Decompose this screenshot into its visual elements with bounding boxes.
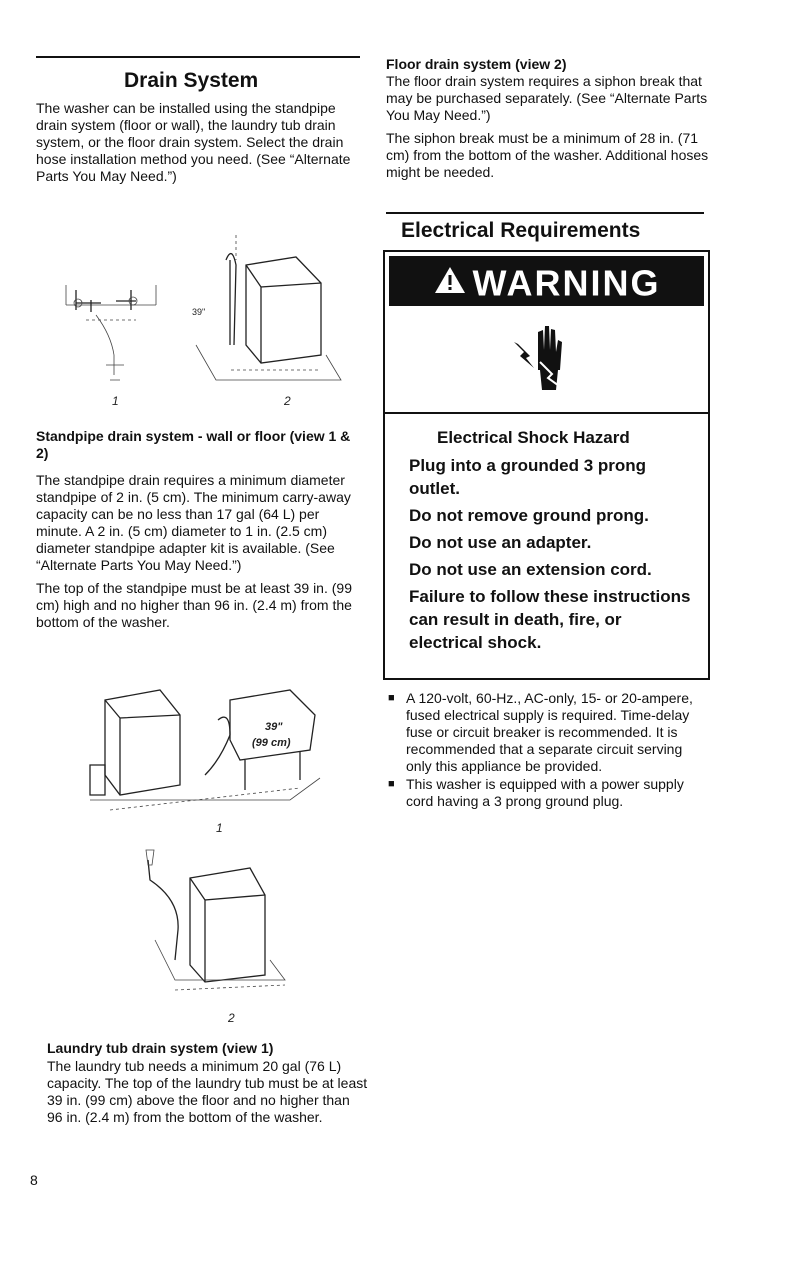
laundry-tub-para: The laundry tub needs a minimum 20 gal (76 L) capacity. The top of the laundry tub must be at least 39 in. (99 cm) above the floor and no higher than 96 in. (2.4 m) from the bottom of the washer. [47, 1058, 368, 1125]
electrical-rule [386, 212, 704, 214]
floor-drain-para-1: The floor drain system requires a siphon break that may be purchased separately. (See “Alternate Parts You May Need.”) [386, 73, 708, 123]
standpipe-figure [36, 215, 366, 415]
electrical-bullet-2: ■ This washer is equipped with a power supply cord having a 3 prong ground plug. [386, 776, 708, 810]
floor-drain-para-2: The siphon break must be a minimum of 28 in. (71 cm) from the bottom of the washer. Additional hoses might be needed. [386, 130, 709, 180]
figure1-view2-label: 2 [284, 394, 291, 408]
warning-line-5: Failure to follow these instructions can result in death, fire, or electrical shock. [409, 587, 691, 652]
figure1-view1-label: 1 [112, 394, 119, 408]
top-rule-left [36, 56, 360, 58]
figure2-height-mark-in: 39" [265, 721, 283, 733]
warning-line-1: Plug into a grounded 3 prong outlet. [409, 456, 647, 498]
standpipe-heading: Standpipe drain system - wall or floor (view 1 & 2) [36, 428, 351, 461]
drain-system-intro: The washer can be installed using the standpipe drain system (floor or wall), the laundry tub drain system, or the floor drain system. Select the drain hose installation method you need. (See “Alternate Parts You May Need.”) [36, 100, 351, 184]
laundry-tub-heading: Laundry tub drain system (view 1) [47, 1040, 274, 1056]
standpipe-para-2: The top of the standpipe must be at least 39 in. (99 cm) high and no higher than 96 in. (2.4 m) from the bottom of the washer. [36, 580, 352, 630]
standpipe-para-1: The standpipe drain requires a minimum diameter standpipe of 2 in. (5 cm). The minimum carry-away capacity can be no less than 17 gal (64 L) per minute. A 2 in. (5 cm) diameter to 1 in. (2.5 cm) diameter standpipe adapter kit is available. (See “Alternate Parts You May Need.”) [36, 472, 351, 573]
electrical-bullets [386, 690, 708, 811]
figure2-height-mark-cm: (99 cm) [252, 737, 291, 749]
figure2-view1-label: 1 [216, 821, 223, 835]
floor-drain-heading: Floor drain system (view 2) [386, 56, 567, 72]
warning-banner [389, 256, 704, 306]
warning-box [383, 250, 710, 680]
hazard-title: Electrical Shock Hazard [437, 428, 630, 447]
electric-shock-hand-icon [510, 312, 580, 402]
warning-line-4: Do not use an extension cord. [409, 560, 652, 579]
warning-triangle-icon [433, 258, 467, 308]
drain-system-title: Drain System [124, 69, 259, 92]
warning-banner-text: WARNING [472, 262, 661, 304]
electrical-bullet-1: ■ A 120-volt, 60-Hz., AC-only, 15- or 20-ampere, fused electrical supply is required. Time-delay fuse or circuit breaker is recommended. It is recommended that a separate circuit serving only this appliance be provided. [386, 690, 708, 775]
laundry-tub-figure [80, 660, 330, 1030]
warning-line-3: Do not use an adapter. [409, 533, 592, 552]
warning-line-2: Do not remove ground prong. [409, 506, 649, 525]
electrical-requirements-title: Electrical Requirements [401, 219, 641, 242]
figure1-height-mark: 39" [192, 307, 206, 317]
warning-divider [385, 412, 708, 414]
page-number: 8 [30, 1172, 38, 1188]
figure2-view2-label: 2 [228, 1011, 235, 1025]
